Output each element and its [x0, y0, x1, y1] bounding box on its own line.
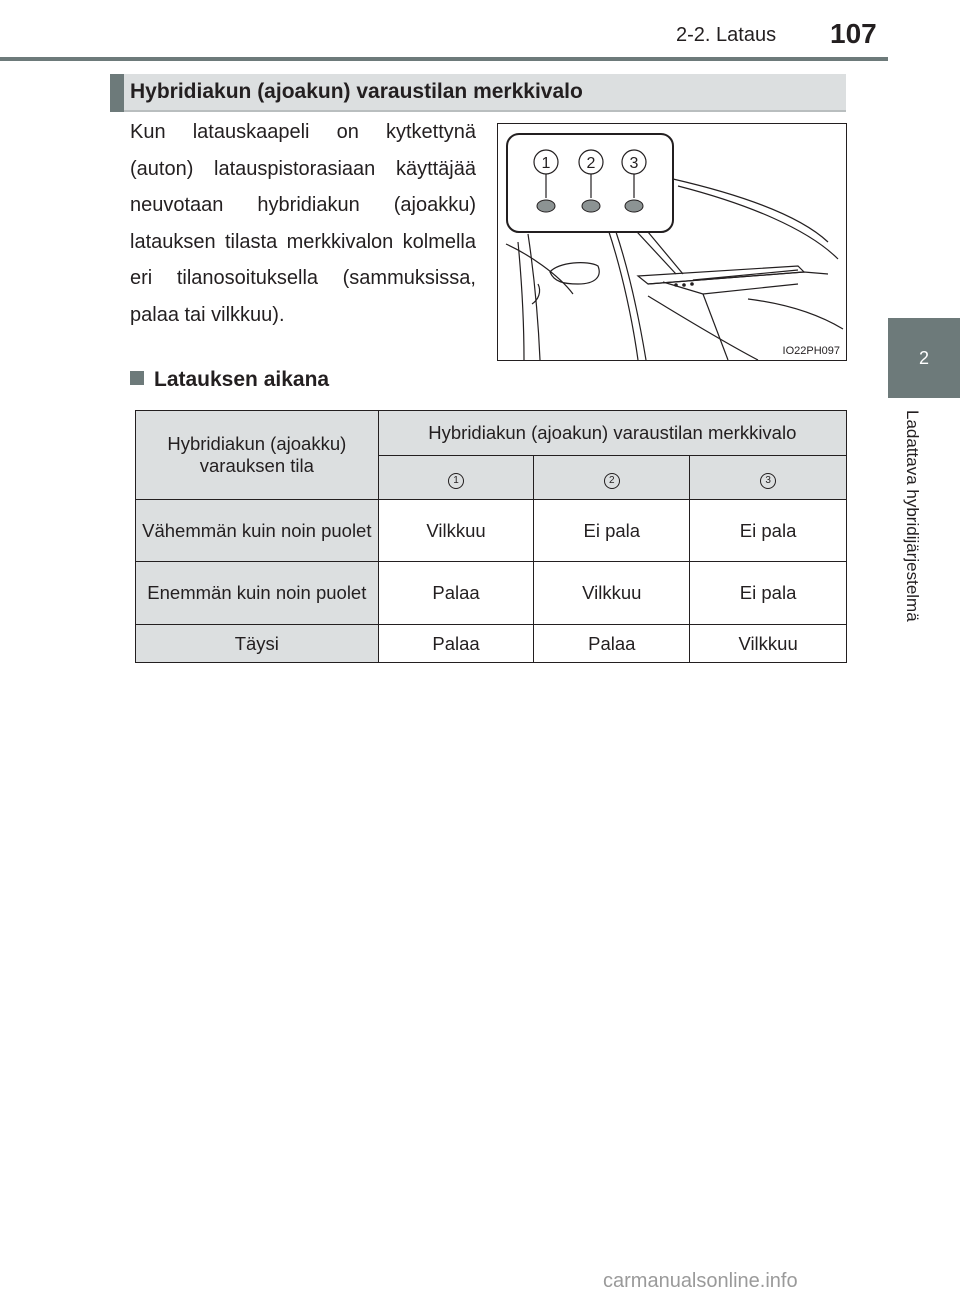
indicator-lamp-3	[625, 200, 643, 212]
square-bullet-icon	[130, 371, 144, 385]
row-state: Täysi	[136, 625, 379, 663]
car-dashboard-illustration	[498, 124, 846, 360]
table-header-row	[136, 411, 847, 456]
watermark-footer: carmanualsonline.info	[603, 1270, 798, 1292]
chapter-tab-number: 2	[918, 347, 929, 368]
row-value-3: Ei pala	[690, 562, 847, 625]
header-section-title: 2-2. Lataus	[676, 24, 777, 46]
indicator-number-1: 1	[448, 473, 464, 489]
table-row	[136, 625, 847, 663]
indicator-lamp-2	[582, 200, 600, 212]
row-value-3: Vilkkuu	[690, 625, 847, 663]
header-divider	[0, 57, 888, 61]
row-state: Vähemmän kuin noin puolet	[136, 500, 379, 562]
callout-label-1: 1	[541, 155, 551, 172]
section-heading-accent	[110, 74, 124, 112]
section-heading-bar	[110, 74, 846, 112]
chapter-tab	[888, 318, 960, 398]
subheading	[130, 368, 329, 392]
indicator-illustration	[497, 123, 847, 361]
table-header-indicator-2	[534, 456, 690, 500]
chapter-title: Ladattava hybridijärjestelmä	[903, 410, 922, 622]
indicator-number-2: 2	[604, 473, 620, 489]
callout-label-3: 3	[629, 155, 639, 172]
indicator-lamp-1	[537, 200, 555, 212]
table-header-indicator-1	[378, 456, 534, 500]
subheading-text: Latauksen aikana	[154, 368, 330, 391]
callout-label-2: 2	[586, 155, 596, 172]
row-value-2: Palaa	[534, 625, 690, 663]
table-row	[136, 500, 847, 562]
table-row	[136, 562, 847, 625]
indicator-status-table	[135, 410, 847, 663]
row-value-2: Ei pala	[534, 500, 690, 562]
row-state: Enemmän kuin noin puolet	[136, 562, 379, 625]
table-header-state: Hybridiakun (ajoakku) varauksen tila	[136, 411, 379, 500]
row-value-3: Ei pala	[690, 500, 847, 562]
page-number: 107	[830, 18, 877, 49]
section-heading: Hybridiakun (ajoakun) varaustilan merkkivalo	[130, 80, 583, 103]
table-header-indicator: Hybridiakun (ajoakun) varaustilan merkkivalo	[378, 411, 846, 456]
indicator-number-3: 3	[760, 473, 776, 489]
row-value-2: Vilkkuu	[534, 562, 690, 625]
row-value-1: Vilkkuu	[378, 500, 534, 562]
row-value-1: Palaa	[378, 625, 534, 663]
row-value-1: Palaa	[378, 562, 534, 625]
table-header-indicator-3	[690, 456, 847, 500]
figure-code: IO22PH097	[782, 345, 840, 357]
section-body-text: Kun latauskaapeli on kytkettynä (auton) latauspistorasiaan käyttäjää neuvotaan hybridiakun (ajoakku) latauksen tilasta merkkivalon kolmella eri tilanosoituksella (sammuksissa, palaa tai vilkkuu).	[130, 121, 476, 326]
